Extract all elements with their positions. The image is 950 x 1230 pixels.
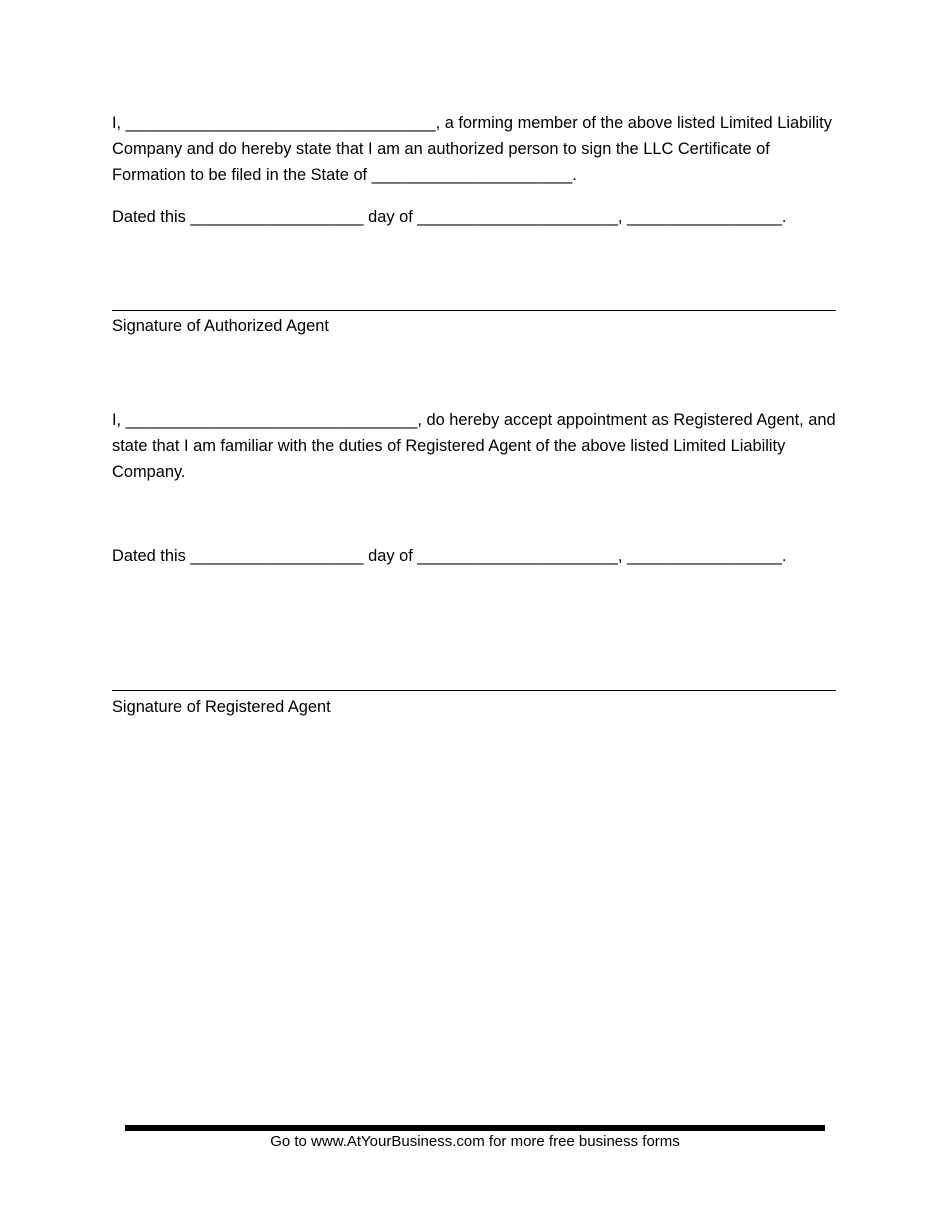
footer-text: Go to www.AtYourBusiness.com for more free business forms: [270, 1133, 680, 1150]
authorized-dated-line: Dated this ___________________ day of ______________________, _________________.: [112, 208, 787, 226]
registered-dated-line: Dated this ___________________ day of ______________________, _________________.: [112, 547, 787, 565]
registered-signature-label: Signature of Registered Agent: [112, 698, 331, 716]
registered-agent-statement: I, ________________________________, do hereby accept appointment as Registered Agent, and state that I am familiar with the duties of Registered Agent of the above listed Limited Liability Company.: [112, 411, 841, 481]
authorized-person-statement: I, __________________________________, a forming member of the above listed Limited Liability Company and do hereby state that I am an authorized person to sign the LLC Certificate of Formation to be filed in the State of ______________________.: [112, 114, 837, 184]
authorized-signature-label: Signature of Authorized Agent: [112, 317, 329, 335]
authorized-signature-line: [112, 310, 836, 311]
registered-signature-line: [112, 690, 836, 691]
